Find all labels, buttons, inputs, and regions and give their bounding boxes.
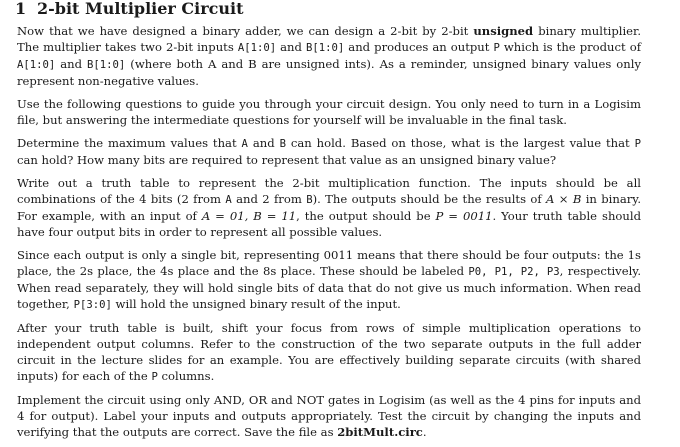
code-output-labels: P0, P1, P2, P3	[468, 266, 560, 278]
text-run: Implement the circuit using only AND, OR and NOT gates in Logisim (as well as the 4 pins for inputs and 4 for output). Label your inputs and outputs appropriately. Test the circuit by changing the inputs and verifying that the outputs are correct. Save the file as	[17, 393, 641, 439]
text-run: . Your truth table should have four output bits in order to represent all possible values.	[17, 209, 641, 239]
code-p-range: P[3:0]	[73, 299, 112, 311]
text-run: and 2 from	[231, 192, 307, 206]
text-run: ). The outputs should be the results of	[312, 192, 547, 206]
math-example-output: P = 0011	[435, 209, 493, 223]
implement-paragraph	[17, 392, 641, 440]
text-run: and produces an output	[344, 40, 494, 54]
code-b-range: B[1:0]	[305, 42, 345, 54]
max-values-paragraph	[17, 135, 641, 168]
code-b: B	[306, 194, 313, 206]
code-a-range: A[1:0]	[237, 42, 277, 54]
truth-table-paragraph	[17, 175, 641, 240]
filename-2bitmult: 2bitMult.circ	[337, 425, 423, 439]
code-a: A	[225, 194, 232, 206]
section-heading	[15, 0, 641, 18]
text-run: can hold. Based on those, what is the largest value that	[285, 136, 635, 150]
text-run: will hold the unsigned binary result of the input.	[111, 297, 401, 311]
code-a: A	[241, 138, 248, 150]
code-a-range: A[1:0]	[17, 59, 56, 71]
output-bits-paragraph	[17, 247, 641, 313]
text-run: and	[276, 40, 306, 54]
math-example-input: A = 01, B = 11	[201, 209, 297, 223]
math-a-times-b: A × B	[546, 192, 582, 206]
text-run: .	[422, 425, 427, 439]
text-run: and	[247, 136, 280, 150]
code-p: P	[634, 138, 641, 150]
section-number: 1	[15, 0, 27, 18]
code-b-range: B[1:0]	[87, 59, 126, 71]
text-run: and	[55, 57, 88, 71]
text-run: binary multiplier. The multiplier takes two 2-bit inputs	[17, 24, 641, 54]
document-page	[17, 0, 641, 447]
code-p: P	[151, 371, 158, 383]
text-run: Write out a truth table to represent the 2-bit multiplication function. The inputs should be all combinations of the 4 bits (2 from	[17, 176, 641, 206]
text-run: After your truth table is built, shift your focus from rows of simple multiplication operations to independent output columns. Refer to the construction of the two separate outputs in the full adder circuit in the lecture slides for an example. You are effectively building separate circuits (with shared inputs) for each of the	[17, 321, 641, 383]
emphasis-unsigned: unsigned	[473, 24, 534, 38]
text-run: , respectively. When read separately, they will hold single bits of data that do not give us much information. When read together,	[17, 264, 641, 311]
text-run: Determine the maximum values that	[17, 136, 242, 150]
intro-paragraph	[17, 23, 641, 89]
text-run: Since each output is only a single bit, representing 0011 means that there should be four outputs: the 1s place, the 2s place, the 4s place and the 8s place. These should be labeled	[17, 248, 641, 278]
text-run: which is the product of	[499, 40, 641, 54]
guide-paragraph	[17, 96, 641, 128]
text-run: columns.	[157, 369, 215, 383]
text-run: Now that we have designed a binary adder, we can design a 2-bit by 2-bit	[17, 24, 474, 38]
text-run: can hold? How many bits are required to represent that value as an unsigned binary value?	[17, 153, 557, 167]
text-run: (where both A and B are unsigned ints). As a reminder, unsigned binary values only represent non-negative values.	[17, 57, 642, 88]
text-run: , the output should be	[296, 209, 436, 223]
text-run: in binary. For example, with an input of	[17, 192, 642, 223]
columns-paragraph	[17, 320, 641, 385]
section-title: 2-bit Multiplier Circuit	[37, 0, 244, 18]
text-run: Use the following questions to guide you through your circuit design. You only need to turn in a Logisim file, but answering the intermediate questions for yourself will be invaluable in the final task.	[17, 97, 641, 127]
code-p: P	[493, 42, 500, 54]
code-b: B	[279, 138, 286, 150]
